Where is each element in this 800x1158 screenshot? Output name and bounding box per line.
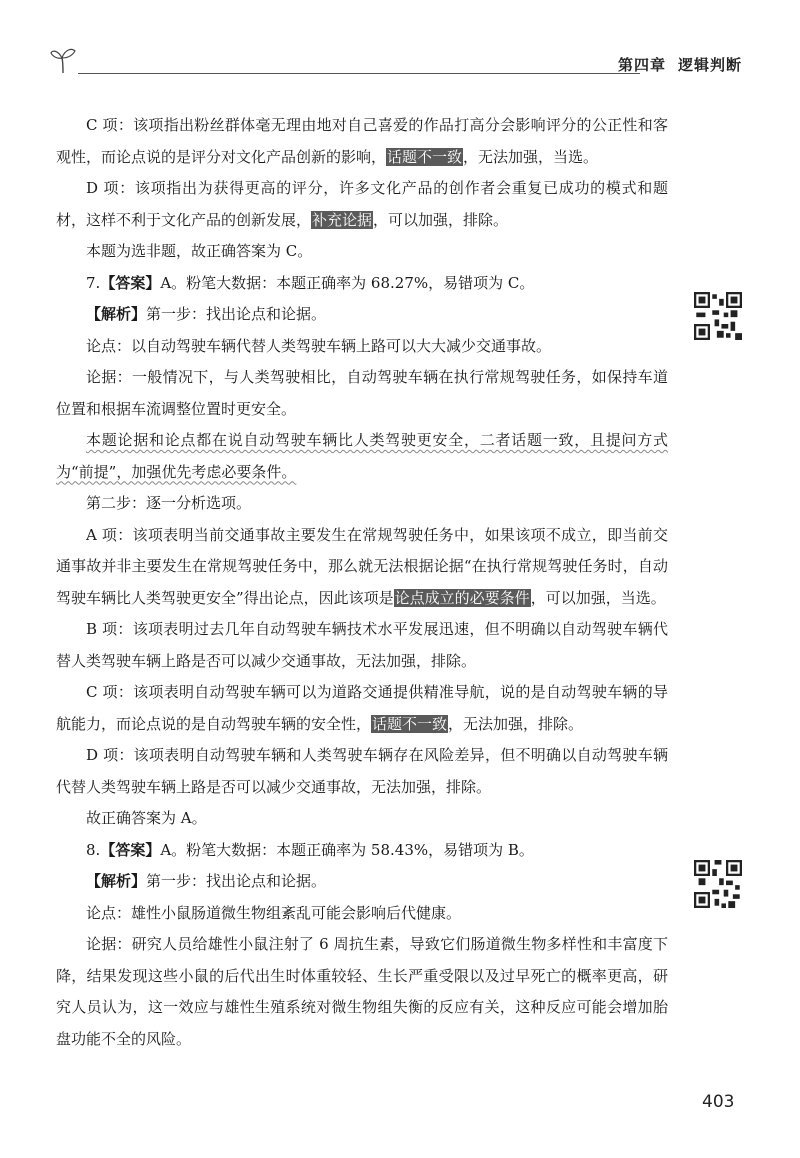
answer-text: A。粉笔大数据：本题正确率为 68.27%，易错项为 C。 <box>160 273 535 292</box>
highlight-tag: 话题不一致 <box>387 147 463 166</box>
highlight-tag: 论点成立的必要条件 <box>394 588 530 607</box>
paragraph-conclusion-7: 故正确答案为 A。 <box>86 809 207 827</box>
analysis-text: 第一步：找出论点和论据。 <box>146 305 327 323</box>
analysis-tag: 【解析】 <box>86 305 147 323</box>
qr-code-icon[interactable] <box>694 292 742 340</box>
answer-tag: 【答案】 <box>100 840 161 859</box>
paragraph-option-d2: D 项：该项表明自动驾驶车辆和人类驾驶车辆存在风险差异，但不明确以自动驾驶车辆代替人类驾驶车辆上路是否可以减少交通事故，无法加强，排除。 <box>56 746 668 796</box>
question-number: 8. <box>86 840 101 859</box>
highlight-tag: 话题不一致 <box>372 714 448 733</box>
section-label: 逻辑判断 <box>677 56 742 74</box>
answer-tag: 【答案】 <box>100 273 161 292</box>
wavy-underlined-text: 本题论据和论点都在说自动驾驶车辆比人类驾驶更安全，二者话题一致，且提问方式为“前提”，加强优先考虑必要条件。 <box>56 431 668 481</box>
answer-8 <box>56 835 668 867</box>
paragraph-text: ，无法加强，排除。 <box>448 714 584 733</box>
paragraph-option-c2 <box>56 677 668 740</box>
paragraph-evidence: 论据：一般情况下，与人类驾驶相比，自动驾驶车辆在执行常规驾驶任务，如保持车道位置和根据车流调整位置时更安全。 <box>56 368 668 418</box>
header-rule <box>78 73 640 74</box>
paragraph-step2: 第二步：逐一分析选项。 <box>86 494 252 512</box>
paragraph-text: C 项：该项表明自动驾驶车辆可以为道路交通提供精准导航，说的是自动驾驶车辆的导航能力，而论点说的是自动驾驶车辆的安全性， <box>56 683 668 733</box>
paragraph-evidence-8: 论据：研究人员给雄性小鼠注射了 6 周抗生素，导致它们肠道微生物多样性和丰富度下降，结果发现这些小鼠的后代出生时体重较轻、生长严重受限以及过早死亡的概率更高，研究人员认为，这一效应与雄性生殖系统对微生物组失衡的反应有关，这种反应可能会增加胎盘功能不全的风险。 <box>56 935 668 1048</box>
answer-7 <box>56 268 668 300</box>
chapter-label: 第四章 <box>617 56 666 74</box>
paragraph-option-d <box>56 173 668 236</box>
paragraph-conclusion: 本题为选非题，故正确答案为 C。 <box>86 242 313 260</box>
analysis-text: 第一步：找出论点和论据。 <box>146 872 327 890</box>
page-body <box>56 110 668 1055</box>
page-header <box>50 40 750 80</box>
header-title <box>618 54 742 75</box>
question-number: 7. <box>86 273 101 292</box>
paragraph-note <box>56 425 668 488</box>
page-number: 403 <box>702 1092 735 1112</box>
paragraph-text: C 项：该项指出粉丝群体毫无理由地对自己喜爱的作品打高分会影响评分的公正性和客观性，而论点说的是评分对文化产品创新的影响， <box>56 116 668 166</box>
answer-text: A。粉笔大数据：本题正确率为 58.43%，易错项为 B。 <box>160 840 534 859</box>
paragraph-text: ，无法加强，当选。 <box>463 147 599 166</box>
paragraph-claim: 论点：以自动驾驶车辆代替人类驾驶车辆上路可以大大减少交通事故。 <box>86 336 552 355</box>
paragraph-text: A 项：该项表明当前交通事故主要发生在常规驾驶任务中，如果该项不成立，即当前交通事故并非主要发生在常规驾驶任务中，那么就无法根据论据“在执行常规驾驶任务时，自动驾驶车辆比人类驾驶更安全”得出论点，因此该项是 <box>56 525 668 607</box>
qr-code-icon[interactable] <box>694 860 742 908</box>
paragraph-option-a <box>56 520 668 615</box>
analysis-7 <box>56 299 668 331</box>
paragraph-option-c <box>56 110 668 173</box>
paragraph-option-b: B 项：该项表明过去几年自动驾驶车辆技术水平发展迅速，但不明确以自动驾驶车辆代替人类驾驶车辆上路是否可以减少交通事故，无法加强，排除。 <box>56 620 668 670</box>
analysis-8 <box>56 866 668 898</box>
paragraph-claim-8: 论点：雄性小鼠肠道微生物组紊乱可能会影响后代健康。 <box>86 903 462 922</box>
sprout-icon <box>50 44 76 74</box>
paragraph-text: ，可以加强，当选。 <box>530 588 666 607</box>
paragraph-text: ，可以加强，排除。 <box>373 210 509 229</box>
paragraph-text: D 项：该项指出为获得更高的评分，许多文化产品的创作者会重复已成功的模式和题材，这样不利于文化产品的创新发展， <box>56 179 668 229</box>
highlight-tag: 补充论据 <box>312 210 373 229</box>
analysis-tag: 【解析】 <box>86 872 147 890</box>
